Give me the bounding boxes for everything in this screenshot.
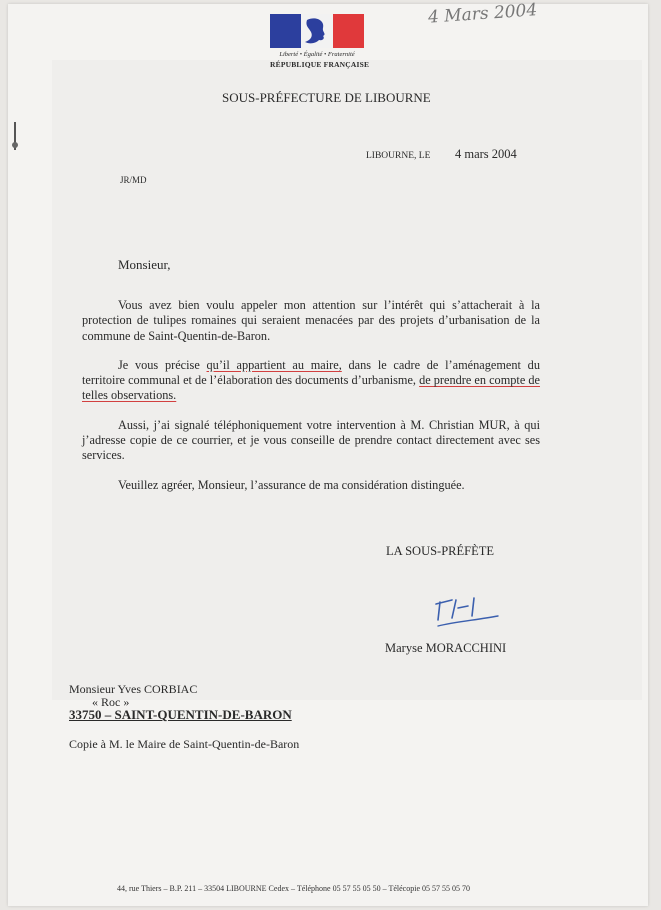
underlined-phrase: qu’il appartient au maire, — [206, 357, 342, 372]
recipient-address — [69, 683, 292, 722]
paragraph-2: Je vous précise qu’il appartient au maire, dans le cadre de l’aménagement du territoire communal et de l’élaboration des documents d’urbanisme, de prendre en compte de telles observations. — [82, 357, 540, 403]
footer-contact: 44, rue Thiers – B.P. 211 – 33504 LIBOURNE Cedex – Téléphone 05 57 55 05 50 – Télécopie 05 57 55 05 70 — [117, 884, 470, 893]
marianne-profile-icon — [301, 14, 333, 48]
paragraph-4: Veuillez agréer, Monsieur, l’assurance de ma considération distinguée. — [118, 477, 465, 492]
letter-body — [82, 298, 540, 507]
signatory-name: Maryse MORACCHINI — [385, 641, 507, 655]
paragraph-3: Aussi, j’ai signalé téléphoniquement votre intervention à M. Christian MUR, à qui j’adresse copie de ce courrier, et je vous conseille de prendre contact directement avec ses services. — [82, 417, 540, 463]
reference-initials: JR/MD — [120, 175, 147, 185]
signatory-title: LA SOUS-PRÉFÈTE — [386, 544, 495, 558]
handwritten-signature — [432, 594, 502, 630]
underlined-phrase: de prendre en compte de telles observations. — [82, 373, 540, 403]
office-title: SOUS-PRÉFECTURE DE LIBOURNE — [222, 90, 431, 105]
handwritten-date: 4 Mars 2004 — [427, 0, 538, 28]
salutation: Monsieur, — [118, 257, 171, 272]
paragraph-1: Vous avez bien voulu appeler mon attention sur l’intérêt qui s’attacherait à la protection de tulipes romaines qui seraient menacées par des projets d’urbanisation de la commune de Saint-Quentin-de-Baron. — [82, 298, 540, 343]
recipient-name: Monsieur Yves CORBIAC — [69, 682, 198, 696]
republic-name: RÉPUBLIQUE FRANÇAISE — [270, 60, 370, 69]
copy-note: Copie à M. le Maire de Saint-Quentin-de-Baron — [69, 737, 300, 751]
place-label: LIBOURNE, LE — [366, 151, 431, 161]
recipient-line-2: « Roc » — [92, 694, 130, 709]
recipient-city: 33750 – SAINT-QUENTIN-DE-BARON — [69, 707, 292, 722]
republic-motto: Liberté • Égalité • Fraternité — [279, 51, 355, 58]
letter-date: 4 mars 2004 — [455, 147, 517, 161]
binder-clip-mark — [14, 122, 16, 150]
tricolor-flag-icon — [270, 14, 364, 48]
marianne-logo — [270, 14, 370, 69]
